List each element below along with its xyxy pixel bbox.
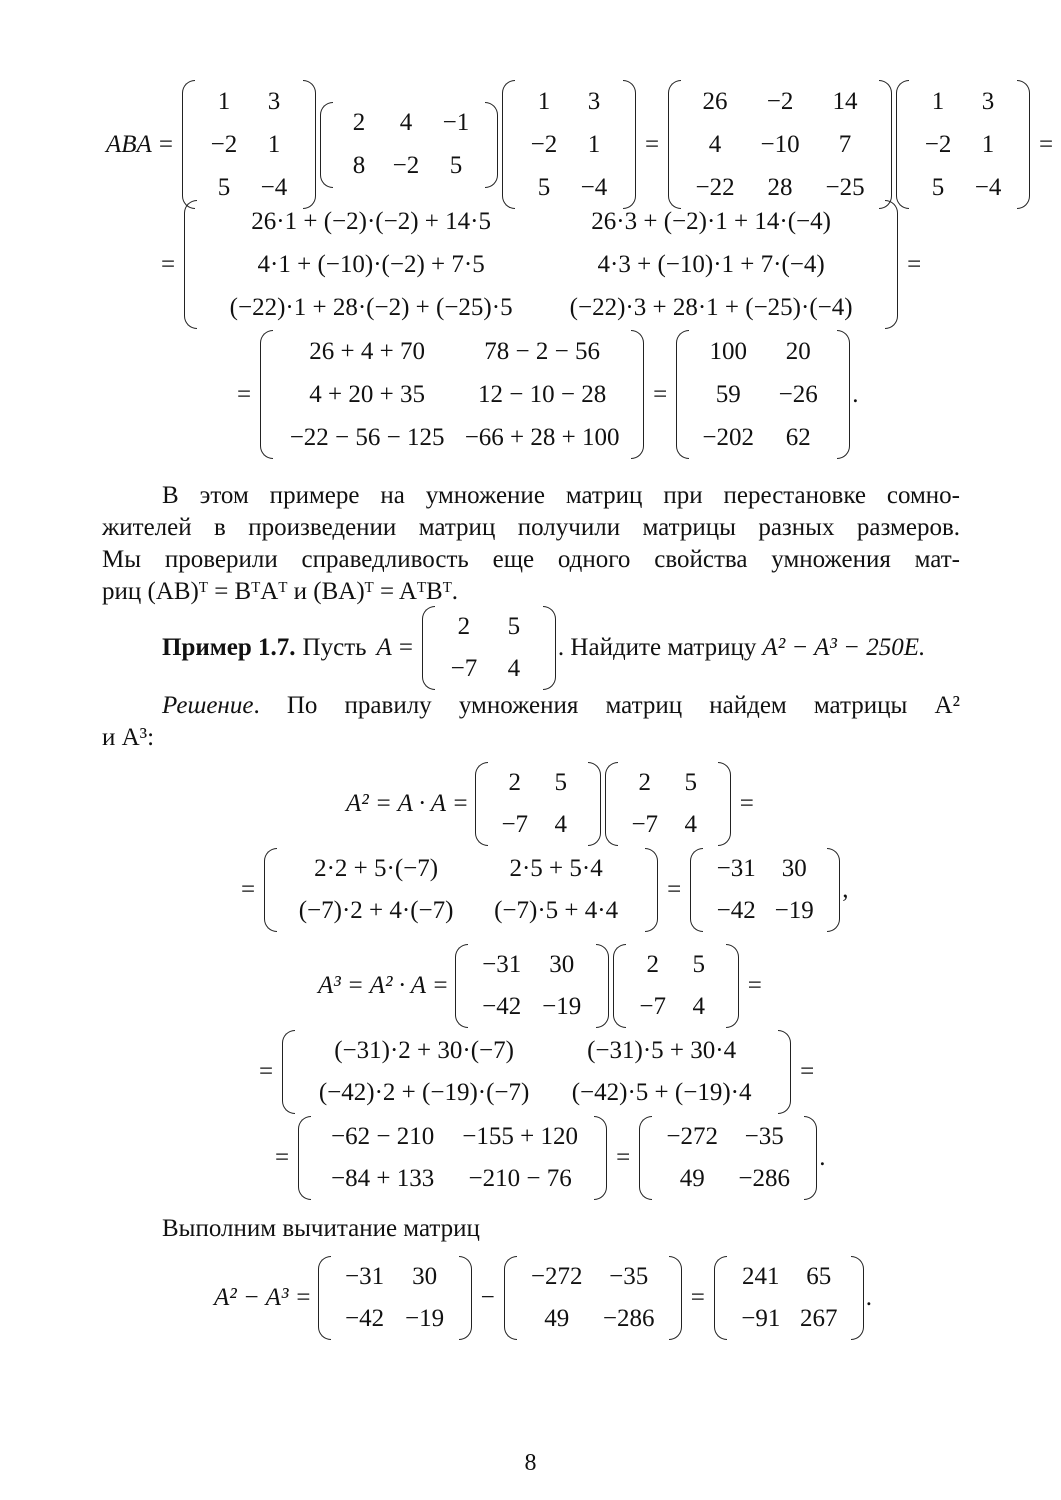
right-paren	[669, 1256, 682, 1340]
matrix-cell: 65	[806, 1263, 832, 1290]
matrix-cell: −25	[825, 173, 865, 201]
matrix-cell: 1	[981, 130, 995, 158]
matrix-cell: 4	[684, 811, 697, 838]
right-paren	[543, 606, 556, 690]
matrix-cell: −42	[345, 1305, 385, 1332]
matrix-a3-result	[639, 1116, 817, 1200]
matrix-cell: 4	[554, 811, 567, 838]
example-label: Пример 1.7.	[162, 634, 296, 661]
matrix-cell: 78 − 2 − 56	[484, 337, 600, 365]
matrix-cell: −7	[639, 993, 666, 1020]
matrix-cell: −91	[741, 1305, 781, 1332]
matrix-cell: −2	[766, 87, 794, 115]
matrix-cell: 4·1 + (−10)·(−2) + 7·5	[257, 250, 485, 278]
matrix-cell: −66 + 28 + 100	[464, 423, 620, 451]
matrix-cell: 49	[679, 1165, 705, 1192]
equals-sign: =	[158, 130, 173, 158]
matrix-cell: −2	[210, 130, 238, 158]
matrix-a2-sub	[318, 1256, 472, 1340]
right-paren	[596, 944, 609, 1028]
left-paren	[422, 606, 435, 690]
matrix-cell: −2	[924, 130, 952, 158]
matrix-cell: (−42)·5 + (−19)·4	[571, 1079, 752, 1106]
equation-a-squared-expanded: = 2·2 + 5·(−7) 2·5 + 5·4 (−7)·2 + 4·(−7) (−7)·5 + 4·4 = −31 30 −42 −19 ,	[234, 848, 848, 932]
solution-paragraph: Решение. По правилу умножения матриц найдем матрицы A² и A³:	[102, 692, 960, 751]
matrix-cell: 14	[832, 87, 858, 115]
matrix-cell: 59	[715, 380, 741, 408]
matrix-cell: −35	[744, 1123, 784, 1150]
matrix-cell: −7	[631, 811, 659, 838]
matrix-cell: 5	[554, 769, 567, 796]
matrix-cell: (−22)·1 + 28·(−2) + (−25)·5	[229, 293, 513, 321]
left-paren	[502, 80, 515, 209]
right-paren	[851, 1256, 864, 1340]
matrix-cell: 3	[587, 87, 601, 115]
equation-a-cubed-expanded: = (−31)·2 + 30·(−7) (−31)·5 + 30·4 (−42)·2 + (−19)·(−7) (−42)·5 + (−19)·4 =	[252, 1030, 821, 1114]
right-paren	[879, 80, 892, 209]
right-paren	[645, 848, 658, 932]
matrix-cell: −210 − 76	[468, 1165, 572, 1192]
right-paren	[827, 848, 840, 932]
left-paren	[455, 944, 468, 1028]
matrix-cell: 26	[702, 87, 728, 115]
matrix-cell: 3	[981, 87, 995, 115]
matrix-cell: 7	[838, 130, 852, 158]
matrix-cell: −4	[580, 173, 608, 201]
matrix-cell: 1	[931, 87, 945, 115]
matrix-a3-expansion	[282, 1030, 791, 1114]
equation-subtraction: A² − A³ = −31 30 −42 −19 − −272 −35 49 −286 = 241 65 −91 267 .	[214, 1256, 872, 1340]
left-paren	[714, 1256, 727, 1340]
equation-a-squared: A² = A · A = 2 5 −7 4 2 5 −7 4 =	[346, 762, 761, 846]
equation-aba-expanded: = 26·1 + (−2)·(−2) + 14·5 26·3 + (−2)·1 + 14·(−4) 4·1 + (−10)·(−2) + 7·5 4·3 + (−10)·1 + 7·(−4) (−22)·1 + 28·(−2) + (−25)·5 (−22)·3 + 28·1 + (−25)·(−4) =	[154, 200, 928, 329]
matrix-ab-product	[668, 80, 892, 209]
right-paren	[804, 1116, 817, 1200]
matrix-cell: 5	[449, 152, 463, 179]
matrix-cell: 5	[507, 613, 521, 640]
matrix-cell: 12 − 10 − 28	[478, 380, 607, 408]
right-paren	[303, 80, 316, 209]
matrix-a-right	[605, 762, 731, 846]
matrix-cell: 1	[217, 87, 231, 115]
matrix-cell: 2·5 + 5·4	[509, 855, 603, 882]
matrix-cell: −155 + 120	[462, 1123, 578, 1150]
matrix-cell: 267	[800, 1305, 838, 1332]
matrix-a2-result	[690, 848, 840, 932]
right-paren	[1017, 80, 1030, 209]
matrix-cell: −7	[501, 811, 529, 838]
matrix-cell: −31	[482, 951, 522, 978]
matrix-cell: −22	[695, 173, 735, 201]
matrix-cell: 2	[508, 769, 521, 796]
subtraction-intro: Выполним вычитание матриц	[162, 1215, 480, 1242]
matrix-cell: 4	[692, 993, 705, 1020]
matrix-cell: 4	[399, 109, 413, 136]
matrix-cell: 5	[537, 173, 551, 201]
equation-aba: ABA = 1 3 −2 1 5 −4 2 4 −1 8 −2 5 1 3 −2 1 5 −4 = 26 −2 14 4 −10 7 −22 28 −25 1 3 −2 1 5 −4 =	[106, 80, 1060, 209]
left-paren	[475, 762, 488, 846]
matrix-cell: −1	[442, 109, 470, 136]
matrix-cell: 1	[267, 130, 281, 158]
matrix-cell: 30	[781, 855, 807, 882]
matrix-cell: (−31)·2 + 30·(−7)	[334, 1037, 514, 1064]
matrix-cell: −31	[716, 855, 756, 882]
matrix-cell: −10	[760, 130, 800, 158]
matrix-cell: 3	[267, 87, 281, 115]
left-paren	[690, 848, 703, 932]
matrix-cell: −202	[702, 423, 755, 451]
matrix-cell: −22 − 56 − 125	[289, 423, 445, 451]
matrix-cell: 62	[785, 423, 811, 451]
matrix-cell: 2	[352, 109, 366, 136]
matrix-cell: −84 + 133	[331, 1165, 435, 1192]
matrix-cell: (−7)·5 + 4·4	[494, 897, 619, 924]
matrix-cell: 2	[638, 769, 651, 796]
page-number: 8	[524, 1450, 537, 1476]
matrix-cell: 4·3 + (−10)·1 + 7·(−4)	[597, 250, 825, 278]
matrix-cell: 100	[709, 337, 747, 365]
equation-a-cubed-result: = −62 − 210 −155 + 120 −84 + 133 −210 − 76 = −272 −35 49 −286 .	[268, 1116, 825, 1200]
matrix-a-repeat	[502, 80, 636, 209]
matrix-cell: 30	[549, 951, 575, 978]
matrix-a-third	[896, 80, 1030, 209]
left-paren	[282, 1030, 295, 1114]
matrix-sub-result	[714, 1256, 864, 1340]
matrix-a2-expansion	[264, 848, 658, 932]
left-paren	[613, 944, 626, 1028]
matrix-cell: −62 − 210	[331, 1123, 435, 1150]
matrix-cell: (−42)·2 + (−19)·(−7)	[318, 1079, 530, 1106]
matrix-cell: 1	[537, 87, 551, 115]
paragraph-transpose: В этом примере на умножение матриц при перестановке сомно- жителей в произведении матриц получили матрицы разных размеров. Мы проверили справедливость еще одного свойства умножения мат- риц (AB)ᵀ = BᵀAᵀ и (BA)ᵀ = AᵀBᵀ.	[102, 482, 960, 605]
left-paren	[504, 1256, 517, 1340]
matrix-cell: 2	[457, 613, 471, 640]
matrix-cell: −2	[392, 152, 420, 179]
right-paren	[631, 330, 644, 459]
matrix-cell: −4	[260, 173, 288, 201]
matrix-cell: −19	[774, 897, 814, 924]
matrix-sums	[260, 330, 644, 459]
right-paren	[778, 1030, 791, 1114]
matrix-cell: 5	[684, 769, 697, 796]
matrix-cell: 26·3 + (−2)·1 + 14·(−4)	[591, 207, 831, 235]
matrix-cell: 28	[767, 173, 793, 201]
matrix-cell: 1	[587, 130, 601, 158]
matrix-aba-result	[676, 330, 850, 459]
right-paren	[594, 1116, 607, 1200]
matrix-cell: 241	[742, 1263, 780, 1290]
matrix-cell: 30	[412, 1263, 438, 1290]
right-paren	[837, 330, 850, 459]
matrix-cell: 5	[931, 173, 945, 201]
matrix-cell: −19	[542, 993, 582, 1020]
lhs-aba: ABA	[106, 130, 152, 158]
matrix-cell: −31	[345, 1263, 385, 1290]
left-paren	[298, 1116, 311, 1200]
matrix-cell: −35	[609, 1263, 649, 1290]
matrix-a-left	[475, 762, 601, 846]
matrix-cell: 4	[708, 130, 722, 158]
left-paren	[320, 102, 333, 188]
left-paren	[639, 1116, 652, 1200]
matrix-cell: −272	[666, 1123, 719, 1150]
matrix-cell: −19	[405, 1305, 445, 1332]
right-paren	[718, 762, 731, 846]
matrix-a3-sums	[298, 1116, 607, 1200]
matrix-cell: (−31)·5 + 30·4	[587, 1037, 737, 1064]
matrix-cell: 5	[217, 173, 231, 201]
equation-a-cubed: A³ = A² · A = −31 30 −42 −19 2 5 −7 4 =	[318, 944, 769, 1028]
matrix-cell: (−7)·2 + 4·(−7)	[298, 897, 454, 924]
matrix-cell: (−22)·3 + 28·1 + (−25)·(−4)	[569, 293, 853, 321]
right-paren	[459, 1256, 472, 1340]
left-paren	[260, 330, 273, 459]
right-paren	[485, 102, 498, 188]
left-paren	[318, 1256, 331, 1340]
matrix-cell: 5	[692, 951, 705, 978]
example-heading: Пример 1.7. Пусть A = 2 5 −7 4 . Найдите матрицу A² − A³ − 250E.	[162, 606, 925, 690]
matrix-cell: −286	[738, 1165, 791, 1192]
left-paren	[184, 200, 197, 329]
matrix-expansion	[184, 200, 898, 329]
left-paren	[605, 762, 618, 846]
matrix-a3-sub	[504, 1256, 682, 1340]
right-paren	[623, 80, 636, 209]
matrix-a2-left	[455, 944, 609, 1028]
matrix-cell: 4	[507, 655, 521, 682]
right-paren	[726, 944, 739, 1028]
left-paren	[264, 848, 277, 932]
equation-aba-result: = 26 + 4 + 70 78 − 2 − 56 4 + 20 + 35 12 − 10 − 28 −22 − 56 − 125 −66 + 28 + 100 = 100 20 59 −26 −202 62 .	[230, 330, 858, 459]
left-paren	[668, 80, 681, 209]
left-paren	[896, 80, 909, 209]
matrix-b	[320, 102, 498, 188]
solution-word: Решение	[162, 692, 254, 719]
left-paren	[676, 330, 689, 459]
matrix-cell: 2·2 + 5·(−7)	[314, 855, 439, 882]
matrix-cell: 26 + 4 + 70	[309, 337, 425, 365]
matrix-cell: 49	[544, 1305, 570, 1332]
matrix-cell: 4 + 20 + 35	[309, 380, 425, 408]
matrix-cell: −4	[974, 173, 1002, 201]
matrix-cell: 26·1 + (−2)·(−2) + 14·5	[251, 207, 491, 235]
matrix-cell: 2	[646, 951, 659, 978]
matrix-cell: −7	[450, 655, 478, 682]
matrix-cell: −42	[716, 897, 756, 924]
matrix-a	[182, 80, 316, 209]
right-paren	[885, 200, 898, 329]
matrix-a-example	[422, 606, 556, 690]
matrix-cell: −42	[482, 993, 522, 1020]
matrix-cell: −2	[530, 130, 558, 158]
right-paren	[588, 762, 601, 846]
matrix-cell: −272	[530, 1263, 583, 1290]
left-paren	[182, 80, 195, 209]
matrix-a-right-cubed	[613, 944, 739, 1028]
matrix-cell: 20	[785, 337, 811, 365]
matrix-cell: −286	[602, 1305, 655, 1332]
matrix-cell: 8	[352, 152, 366, 179]
matrix-cell: −26	[778, 380, 818, 408]
